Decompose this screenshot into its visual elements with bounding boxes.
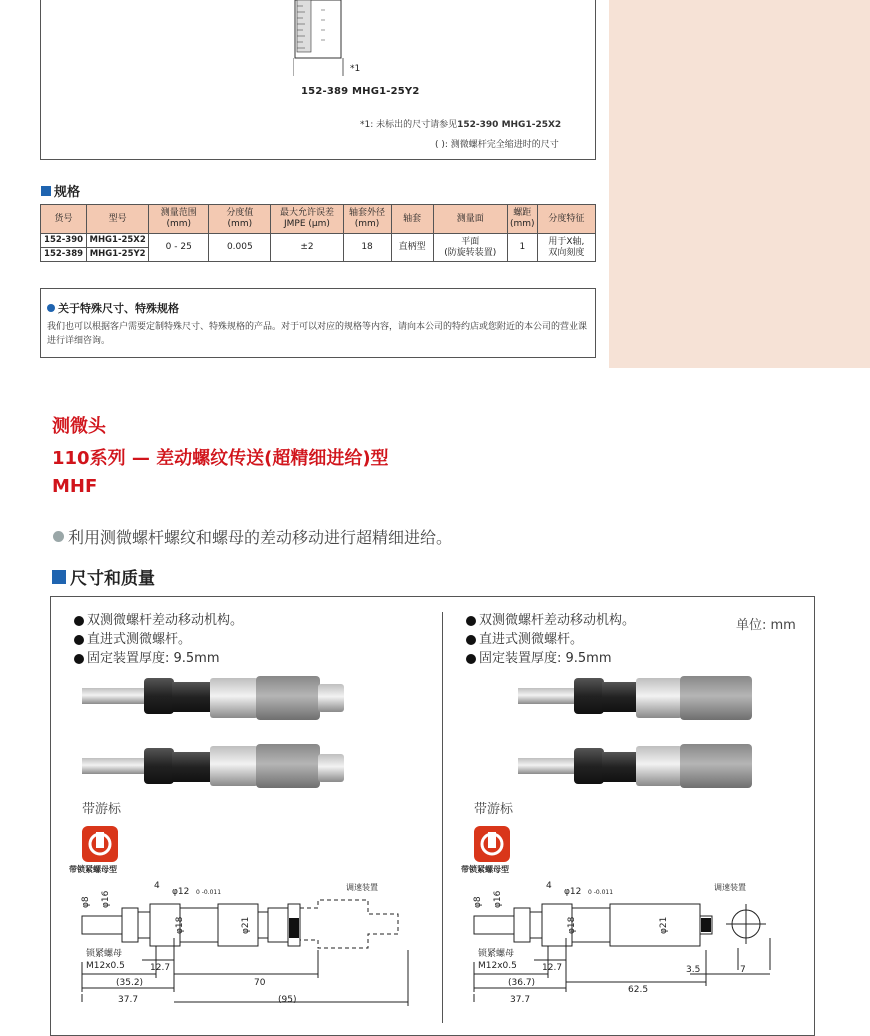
footnote-1: *1: 未标出的尺寸请参见152-390 MHG1-25X2	[360, 120, 562, 130]
cell-code: 152-390	[41, 234, 87, 248]
list-item: 固定装置厚度: 9.5mm	[74, 649, 243, 668]
svg-text:M12x0.5: M12x0.5	[86, 961, 125, 971]
list-item: 双测微螺杆差动移动机构。	[74, 611, 243, 630]
right-bullets	[466, 611, 635, 668]
cell-pitch: 1	[507, 234, 537, 262]
vernier-label: 带游标	[82, 802, 122, 817]
micrometer-photo-right	[516, 674, 766, 790]
list-item: 固定装置厚度: 9.5mm	[466, 649, 635, 668]
spec-heading: 规格	[41, 181, 80, 200]
svg-text:12.7: 12.7	[150, 963, 171, 973]
side-panel	[609, 0, 870, 368]
table-row	[41, 234, 596, 248]
column-header: 轴套外径 (mm)	[343, 205, 391, 234]
spec-table	[40, 204, 596, 262]
table-header-row	[41, 205, 596, 234]
bullet-dot-icon	[74, 635, 84, 645]
column-header: 最大允许误差 JMPE (μm)	[271, 205, 343, 234]
section-title-1: 测微头	[52, 416, 106, 437]
list-item: 双测微螺杆差动移动机构。	[466, 611, 635, 630]
column-header: 螺距 (mm)	[507, 205, 537, 234]
svg-text:(36.7): (36.7)	[508, 978, 536, 988]
svg-text:37.7: 37.7	[118, 995, 139, 1005]
special-title: 关于特殊尺寸、特殊规格	[47, 300, 179, 316]
square-bullet-icon	[52, 570, 66, 584]
svg-text:φ21: φ21	[659, 916, 669, 934]
column-header: 货号	[41, 205, 87, 234]
svg-text:φ8: φ8	[473, 896, 483, 908]
footnote-marker: *1	[350, 64, 361, 74]
column-header: 测量范围 (mm)	[149, 205, 209, 234]
svg-text:70: 70	[254, 978, 266, 988]
unit-label: 单位: mm	[736, 618, 796, 633]
lock-nut-caption: 带锁紧螺母型	[69, 865, 117, 874]
bullet-dot-icon	[466, 616, 476, 626]
footnote-2: ( ): 测微螺杆完全缩进时的尺寸	[435, 140, 559, 150]
feature-line: 利用测微螺杆螺纹和螺母的差动移动进行超精细进给。	[53, 525, 452, 548]
list-item: 直进式测微螺杆。	[466, 630, 635, 649]
column-header: 型号	[87, 205, 149, 234]
vernier-label: 带游标	[474, 802, 514, 817]
svg-text:12.7: 12.7	[542, 963, 563, 973]
section-title-2: 110系列 — 差动螺纹传送(超精细进给)型	[52, 448, 389, 469]
column-header: 轴套	[391, 205, 433, 234]
cell-model: MHG1-25Y2	[87, 248, 149, 262]
svg-text:0 -0.011: 0 -0.011	[196, 889, 222, 896]
cell-sleeve: 直柄型	[391, 234, 433, 262]
svg-text:φ18: φ18	[567, 916, 577, 934]
micrometer-lower	[82, 744, 344, 788]
dimension-heading: 尺寸和质量	[52, 564, 155, 589]
svg-text:62.5: 62.5	[628, 985, 649, 995]
micrometer-lower	[518, 744, 752, 788]
svg-text:φ21: φ21	[241, 916, 251, 934]
bullet-dot-icon	[466, 635, 476, 645]
svg-text:φ16: φ16	[101, 890, 111, 908]
svg-text:φ8: φ8	[81, 896, 91, 908]
panel-divider	[442, 612, 443, 1023]
left-bullets	[74, 611, 243, 668]
cell-model: MHG1-25X2	[87, 234, 149, 248]
bullet-dot-icon	[74, 616, 84, 626]
svg-text:M12x0.5: M12x0.5	[478, 961, 517, 971]
cell-error: ±2	[271, 234, 343, 262]
cell-range: 0 - 25	[149, 234, 209, 262]
svg-text:3.5: 3.5	[686, 965, 701, 975]
bullet-dot-icon	[74, 654, 84, 664]
column-header: 测量面	[433, 205, 507, 234]
micrometer-drawing-top	[293, 0, 345, 76]
svg-text:(35.2): (35.2)	[116, 978, 144, 988]
dimension-drawing-right	[470, 878, 800, 1018]
lock-nut-caption: 带锁紧螺母型	[461, 865, 509, 874]
svg-text:4: 4	[154, 881, 160, 891]
svg-text:φ12: φ12	[172, 887, 190, 897]
section-title-3: MHF	[52, 476, 98, 497]
svg-text:(95): (95)	[278, 995, 297, 1005]
model-label: 152-389 MHG1-25Y2	[301, 86, 420, 97]
cell-sleeve-dia: 18	[343, 234, 391, 262]
bullet-dot-icon	[47, 304, 55, 312]
svg-text:φ18: φ18	[175, 916, 185, 934]
bullet-dot-icon	[53, 531, 64, 542]
svg-text:37.7: 37.7	[510, 995, 531, 1005]
column-header: 分度值 (mm)	[209, 205, 271, 234]
svg-text:7: 7	[740, 965, 746, 975]
cell-code: 152-389	[41, 248, 87, 262]
lock-nut-icon	[474, 826, 510, 862]
svg-text:锁紧螺母: 锁紧螺母	[86, 949, 123, 959]
svg-text:φ16: φ16	[493, 890, 503, 908]
cell-feature: 用于X轴, 双向刻度	[537, 234, 595, 262]
cell-face: 平面 (防旋转装置)	[433, 234, 507, 262]
column-header: 分度特征	[537, 205, 595, 234]
square-bullet-icon	[41, 186, 51, 196]
bullet-dot-icon	[466, 654, 476, 664]
svg-text:0 -0.011: 0 -0.011	[588, 889, 614, 896]
svg-text:φ12: φ12	[564, 887, 582, 897]
svg-text:锁紧螺母: 锁紧螺母	[478, 949, 515, 959]
micrometer-upper	[82, 676, 344, 720]
svg-text:调速装置: 调速装置	[346, 883, 378, 892]
dimension-drawing-left	[78, 878, 418, 1018]
svg-text:4: 4	[546, 881, 552, 891]
svg-text:调速装置: 调速装置	[714, 883, 746, 892]
special-body: 我们也可以根据客户需要定制特殊尺寸、特殊规格的产品。对于可以对应的规格等内容，请向本公司的特约店或您附近的本公司的营业课进行详细咨询。	[47, 322, 588, 346]
cell-resolution: 0.005	[209, 234, 271, 262]
micrometer-photo-left	[80, 674, 350, 790]
lock-nut-icon	[82, 826, 118, 862]
list-item: 直进式测微螺杆。	[74, 630, 243, 649]
micrometer-upper	[518, 676, 752, 720]
